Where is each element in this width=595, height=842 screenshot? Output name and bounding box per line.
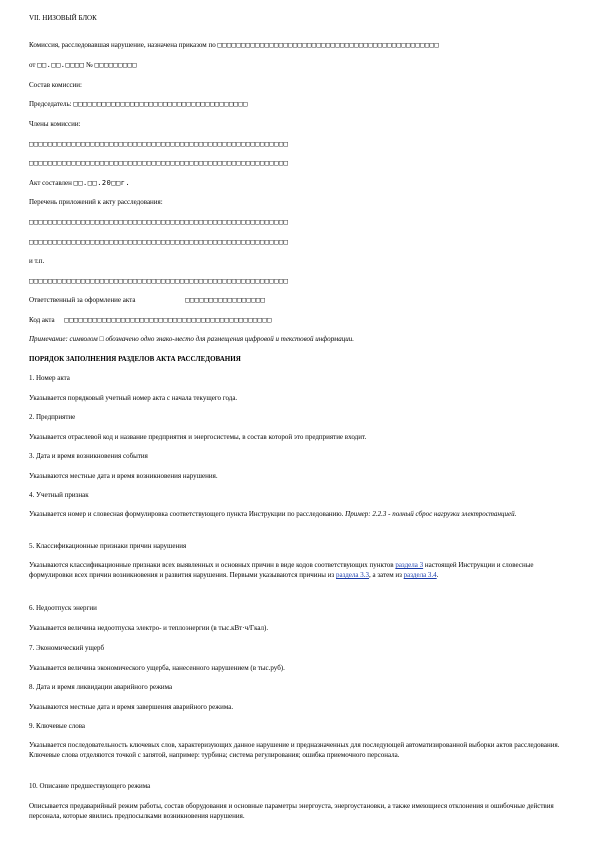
item-text: Описывается предаварийный режим работы, состав оборудования и основные параметры энергоуста, энергоустановки, а также имеющиеся отклонения и ошибочные действия персонала, которые явились предпосылками возникновения нарушения.: [29, 802, 554, 820]
act-code-label: Код акта: [29, 316, 55, 324]
chairman-boxes: □□□□□□□□□□□□□□□□□□□□□□□□□□□□□□□□□□□□□: [73, 100, 248, 108]
act-code-line: [29, 316, 272, 325]
responsible-boxes: □□□□□□□□□□□□□□□□□: [185, 296, 266, 304]
commission-line: [29, 41, 439, 50]
attachments-row: □□□□□□□□□□□□□□□□□□□□□□□□□□□□□□□□□□□□□□□□□□□□□□□□□□□□□□□: [29, 277, 289, 285]
members-row: □□□□□□□□□□□□□□□□□□□□□□□□□□□□□□□□□□□□□□□□□□□□□□□□□□□□□□□: [29, 159, 289, 167]
order-prefix: от: [29, 61, 36, 69]
item-heading: 5. Классификационные признаки причин нарушения: [29, 542, 187, 550]
item-heading: 10. Описание предшествующего режима: [29, 782, 151, 790]
attachments-row: □□□□□□□□□□□□□□□□□□□□□□□□□□□□□□□□□□□□□□□□□□□□□□□□□□□□□□□: [29, 238, 289, 246]
chairman-line: [29, 100, 248, 109]
item-text-part: .: [436, 571, 439, 579]
section-3-link[interactable]: раздела 3: [395, 561, 424, 569]
act-drawn-label: Акт составлен: [29, 179, 72, 187]
item-text: Указывается величина экономического ущерба, нанесенного нарушением (в тыс.руб).: [29, 664, 285, 672]
responsible-label: Ответственный за оформление акта: [29, 296, 136, 304]
responsible-line: [29, 296, 265, 305]
item-example: Пример: 2.2.3 - полный сброс нагрузки электростанцией.: [343, 510, 517, 518]
members-label: Члены комиссии:: [29, 120, 81, 128]
members-row: □□□□□□□□□□□□□□□□□□□□□□□□□□□□□□□□□□□□□□□□□□□□□□□□□□□□□□□: [29, 140, 289, 148]
attachments-label: Перечень приложений к акту расследования:: [29, 198, 163, 206]
item-heading: 8. Дата и время ликвидации аварийного режима: [29, 683, 173, 691]
item-heading: 7. Экономический ущерб: [29, 644, 105, 652]
item-heading: 4. Учетный признак: [29, 491, 89, 499]
item-heading: 1. Номер акта: [29, 374, 70, 382]
item-text: Указываются местные дата и время возникновения нарушения.: [29, 472, 218, 480]
item-heading: 9. Ключевые слова: [29, 722, 86, 730]
note: Примечание: символом □ обозначено одно знако-место для размещения цифровой и текстовой информации.: [29, 335, 355, 343]
commission-label: Комиссия, расследовавшая нарушение, назначена приказом по: [29, 41, 216, 49]
order-line: [29, 61, 137, 70]
chairman-label: Председатель:: [29, 100, 72, 108]
section-3-4-link[interactable]: раздела 3.4: [403, 571, 437, 579]
item-text-part: Указываются классификационные признаки всех выявленных и основных причин в виде кодов соответствующих пунктов: [29, 561, 396, 569]
item-text: Указывается отраслевой код и название предприятия и энергосистемы, в состав которой это предприятие входит.: [29, 433, 367, 441]
item-text-part: Указывается номер и словесная формулировка соответствующего пункта Инструкции по расследованию.: [29, 510, 344, 518]
section-title: VII. НИЗОВЫЙ БЛОК: [29, 14, 97, 22]
act-drawn-date-boxes: □□.□□.20□□г.: [73, 179, 131, 187]
section-3-3-link[interactable]: раздела 3.3: [336, 571, 370, 579]
act-drawn-line: [29, 179, 130, 188]
item-text: [29, 560, 569, 580]
act-code-boxes: □□□□□□□□□□□□□□□□□□□□□□□□□□□□□□□□□□□□□□□□□□□□: [64, 316, 272, 324]
item-text: Указываются местные дата и время завершения аварийного режима.: [29, 703, 234, 711]
attachments-row: □□□□□□□□□□□□□□□□□□□□□□□□□□□□□□□□□□□□□□□□□□□□□□□□□□□□□□□: [29, 218, 289, 226]
order-number-boxes: □□□□□□□□□: [94, 61, 137, 69]
etc-label: и т.п.: [29, 257, 45, 265]
item-heading: 3. Дата и время возникновения события: [29, 452, 148, 460]
item-text: Указывается порядковый учетный номер акта с начала текущего года.: [29, 394, 238, 402]
commission-boxes: □□□□□□□□□□□□□□□□□□□□□□□□□□□□□□□□□□□□□□□□□□□□□□□: [217, 41, 440, 49]
procedure-title: ПОРЯДОК ЗАПОЛНЕНИЯ РАЗДЕЛОВ АКТА РАССЛЕДОВАНИЯ: [29, 355, 241, 363]
item-text: Указывается величина недоотпуска электро- и теплоэнергии (в тыс.кВт·ч/Гкал).: [29, 624, 269, 632]
item-text: Указывается последовательность ключевых слов, характеризующих данное нарушение и предназначенных для последующей автоматизированной выборки актов расследования. Ключевые слова отделяются точкой с запятой, например: турбина; система регулирования; ошибка приемочного персонала.: [29, 741, 560, 759]
item-text-part: , а затем из: [369, 571, 404, 579]
order-date-boxes: □□.□□.□□□□: [37, 61, 85, 69]
commission-composition-label: Состав комиссии:: [29, 81, 82, 89]
item-text: [29, 509, 569, 519]
order-number-sign: №: [86, 61, 93, 69]
item-heading: 6. Недоотпуск энергии: [29, 604, 97, 612]
item-text-part: настоящей Инструкции и словесные формулировки всех причин возникновения и развития нарушения. Первыми указываются причины из: [29, 561, 534, 579]
item-heading: 2. Предприятие: [29, 413, 76, 421]
